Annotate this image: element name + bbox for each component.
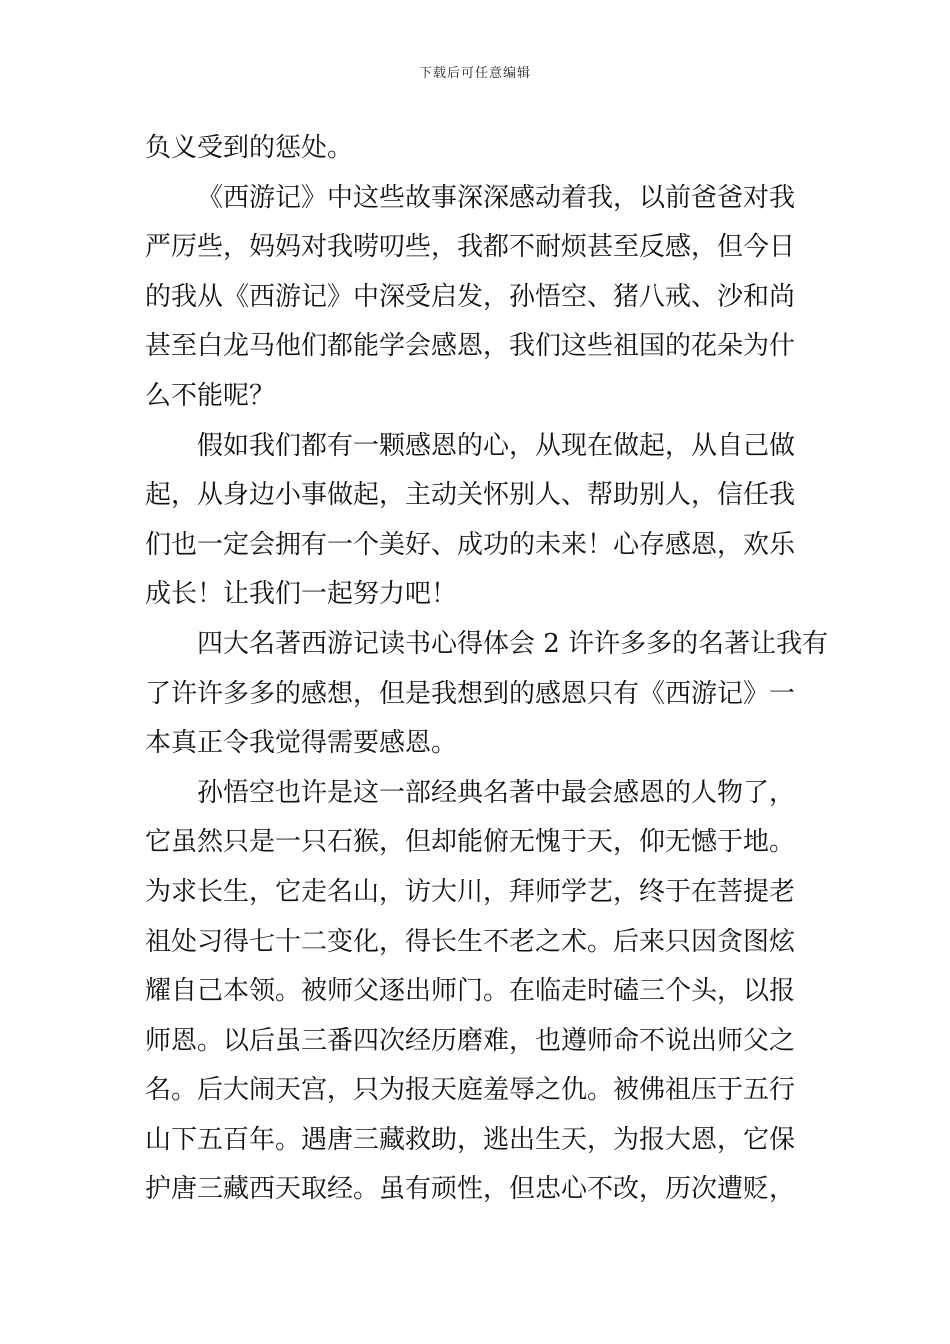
text-line: 本真正令我觉得需要感恩。 — [145, 728, 458, 759]
text-line: 了许许多多的感想，但是我想到的感恩只有《西游记》一 — [145, 678, 796, 709]
text-line: 负义受到的惩处。 — [145, 133, 354, 163]
text-line: 四大名著西游记读书心得体会 2 许许多多的名著让我有 — [197, 628, 829, 659]
text-line: 甚至白龙马他们都能学会感恩，我们这些祖国的花朵为什 — [145, 331, 796, 362]
text-line: 耀自己本领。被师父逐出师门。在临走时磕三个头，以报 — [145, 976, 796, 1007]
text-line: 《西游记》中这些故事深深感动着我，以前爸爸对我 — [197, 182, 796, 213]
text-line: 祖处习得七十二变化，得长生不老之术。后来只因贪图炫 — [145, 926, 796, 957]
text-line: 名。后大闹天宫，只为报天庭羞辱之仇。被佛祖压于五行 — [145, 1075, 796, 1106]
text-line: 它虽然只是一只石猴，但却能俯无愧于天，仰无憾于地。 — [145, 827, 796, 858]
text-line: 成长！让我们一起努力吧！ — [145, 579, 458, 610]
text-line: 护唐三藏西天取经。虽有顽性，但忠心不改，历次遭贬， — [145, 1174, 796, 1205]
text-line: 孙悟空也许是这一部经典名著中最会感恩的人物了， — [197, 777, 796, 808]
text-line: 为求长生，它走名山，访大川，拜师学艺，终于在菩提老 — [145, 876, 796, 907]
text-line: 严厉些，妈妈对我唠叨些，我都不耐烦甚至反感，但今日 — [145, 232, 796, 263]
text-line: 起，从身边小事做起，主动关怀别人、帮助别人，信任我 — [145, 480, 796, 511]
text-line: 们也一定会拥有一个美好、成功的未来！心存感恩，欢乐 — [145, 529, 796, 560]
body-text — [145, 124, 829, 1215]
text-line: 假如我们都有一颗感恩的心，从现在做起，从自己做 — [197, 430, 796, 461]
text-line: 师恩。以后虽三番四次经历磨难，也遵师命不说出师父之 — [145, 1025, 796, 1056]
text-line: 的我从《西游记》中深受启发，孙悟空、猪八戒、沙和尚 — [145, 281, 796, 312]
page-header: 下载后可任意编辑 — [418, 66, 531, 81]
text-line: 么不能呢？ — [145, 380, 276, 411]
text-line: 山下五百年。遇唐三藏救助，逃出生天，为报大恩，它保 — [145, 1124, 796, 1155]
